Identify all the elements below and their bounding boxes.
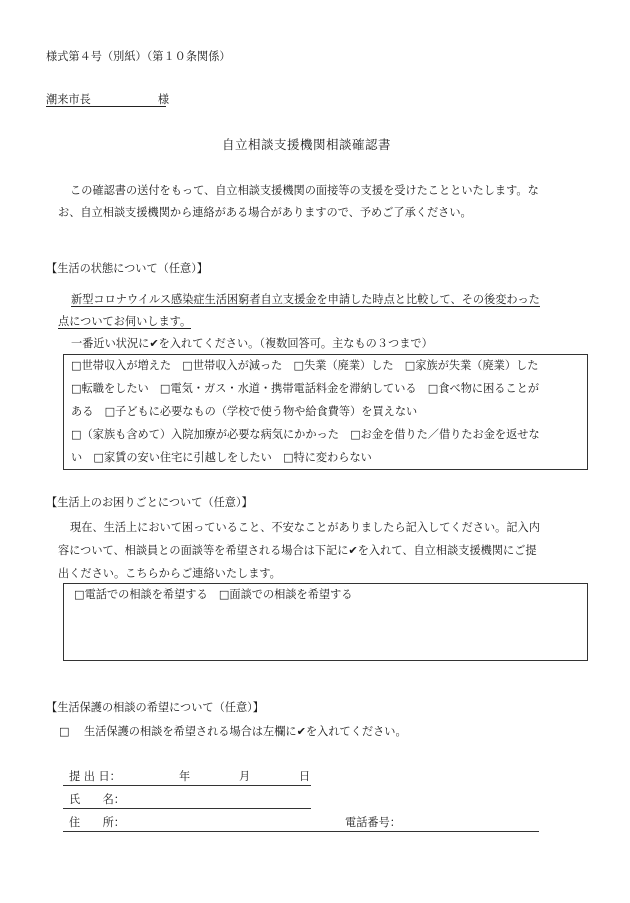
options-line-4[interactable]: □（家族も含めて）入院加療が必要な病気にかかった □お金を借りた／借りたお金を返せな xyxy=(71,428,540,441)
section1-desc-line-1: 新型コロナウイルス感染症生活困窮者自立支援金を申請した時点と比較して、その後変わった xyxy=(71,293,540,306)
section1-instruction: 一番近い状況に✔を入れてください。（複数回答可。主なもの３つまで） xyxy=(71,337,433,350)
name-label: 氏 名： xyxy=(69,793,125,806)
document-title: 自立相談支援機関相談確認書 xyxy=(222,137,392,152)
name-underline[interactable] xyxy=(63,808,311,809)
form-number: 様式第４号（別紙）（第１０条関係） xyxy=(46,50,231,63)
section-heading-welfare: 【生活保護の相談の希望について（任意）】 xyxy=(46,701,264,714)
date-underline xyxy=(63,785,311,786)
consult-options[interactable]: □電話での相談を希望する □面談での相談を希望する xyxy=(74,588,353,601)
section2-desc-line-2: 容について、相談員との面談等を希望される場合は下記に✔を入れて、自立相談支援機関にご提 xyxy=(58,544,537,557)
section-heading-living-status: 【生活の状態について（任意）】 xyxy=(46,262,208,275)
month-label: 月 xyxy=(239,770,251,783)
intro-line-2: お、自立相談支援機関から連絡がある場合がありますので、予めご了承ください。 xyxy=(58,206,472,219)
year-label: 年 xyxy=(179,770,191,783)
welfare-checkbox[interactable]: □ xyxy=(59,725,70,738)
section-heading-troubles: 【生活上のお困りごとについて（任意）】 xyxy=(46,496,253,509)
submit-date-label: 提 出 日： xyxy=(69,770,121,783)
options-line-1[interactable]: □世帯収入が増えた □世帯収入が減った □失業（廃業）した □家族が失業（廃業）した xyxy=(71,359,539,372)
options-line-5[interactable]: い □家賃の安い住宅に引越しをしたい □特に変わらない xyxy=(71,451,372,464)
welfare-statement: 生活保護の相談を希望される場合は左欄に✔を入れてください。 xyxy=(84,725,407,738)
options-line-2[interactable]: □転職をしたい □電気・ガス・水道・携帯電話料金を滞納している □食べ物に困ることが xyxy=(71,382,540,395)
address-phone-underline[interactable] xyxy=(63,831,539,832)
address-label: 住 所： xyxy=(69,816,125,829)
recipient-line: 潮来市長 様 xyxy=(46,93,170,106)
options-line-3[interactable]: ある □子どもに必要なもの（学校で使う物や給食費等）を買えない xyxy=(71,405,418,418)
intro-line-1: この確認書の送付をもって、自立相談支援機関の面接等の支援を受けたことといたします。な xyxy=(70,184,539,197)
section2-desc-line-1: 現在、生活上において困っていること、不安なことがありましたら記入してください。記入内 xyxy=(70,521,540,534)
phone-label: 電話番号： xyxy=(345,816,401,829)
section2-desc-line-3: 出ください。こちらからご連絡いたします。 xyxy=(58,567,281,580)
day-label: 日 xyxy=(299,770,311,783)
section1-desc-line-2: 点についてお伺いします。 xyxy=(58,315,192,328)
